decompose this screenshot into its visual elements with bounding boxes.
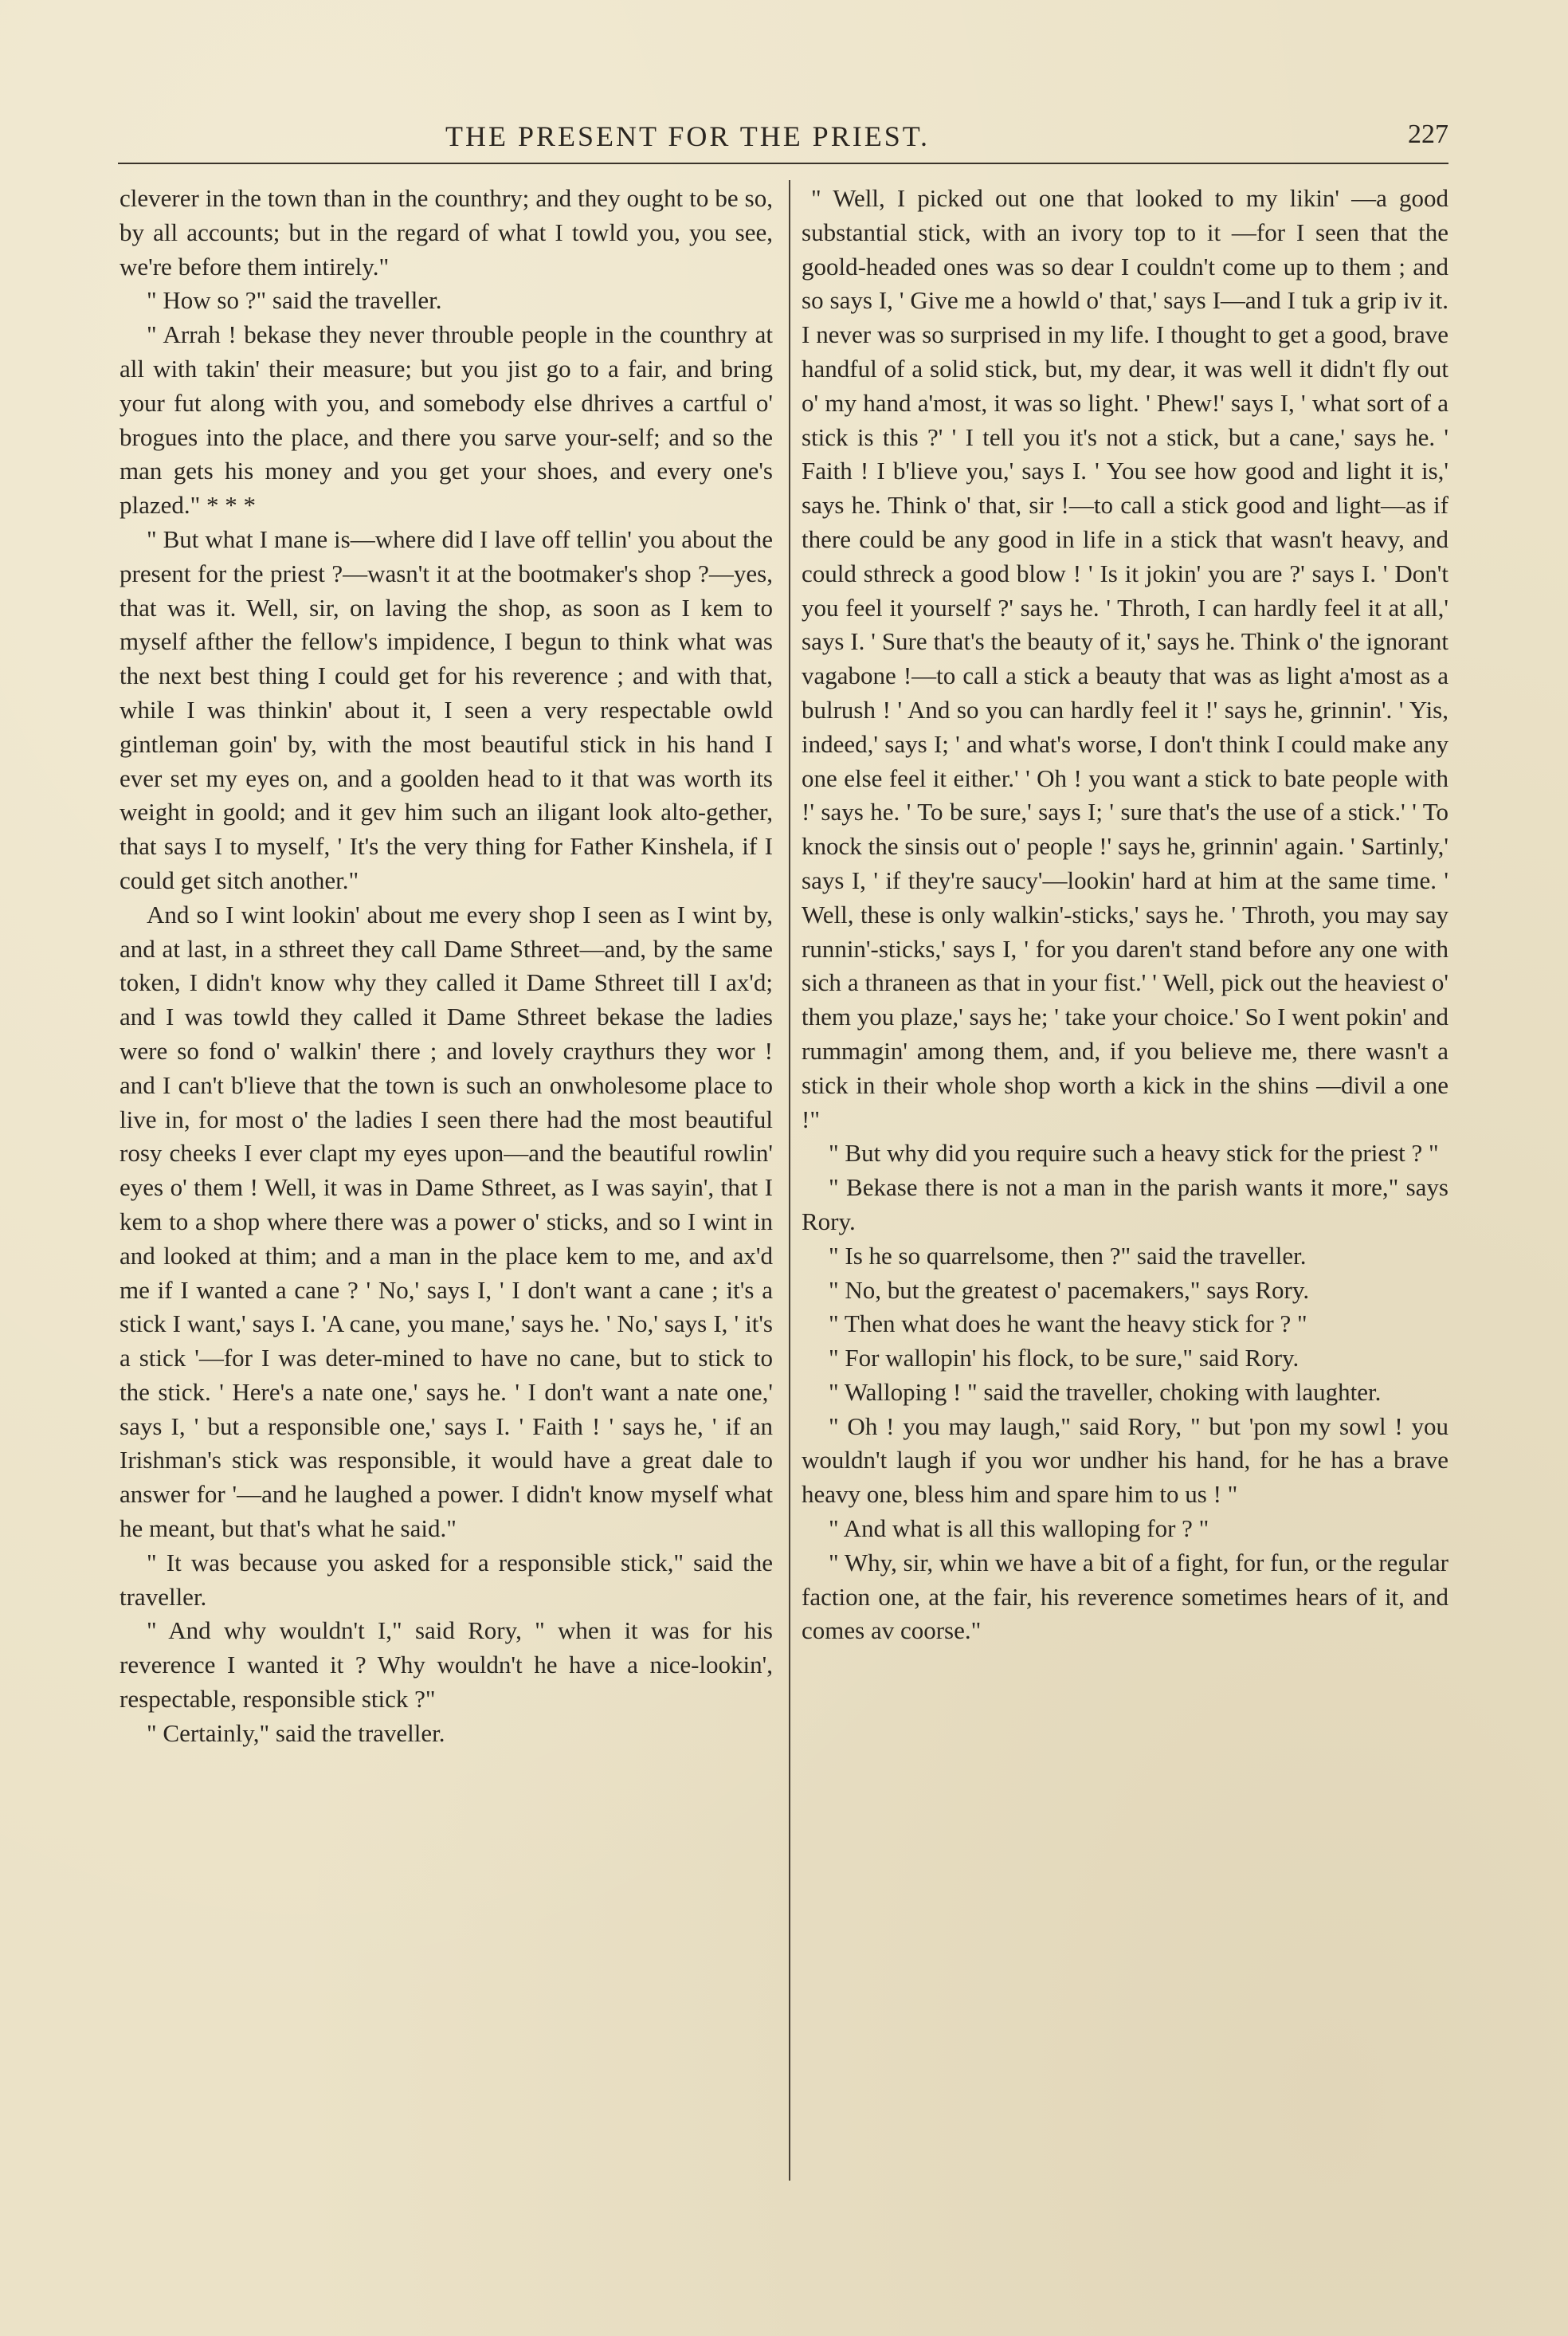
paragraph: " Then what does he want the heavy stick for ? ": [829, 1309, 1307, 1338]
page-number: 227: [1408, 120, 1448, 149]
running-head: [118, 120, 1448, 159]
right-column: [802, 182, 1448, 1648]
paragraph: " Well, I picked out one that looked to my likin' —a good substantial stick, with an ivory top to it —for I seen that the goold-headed ones was so dear I couldn't come up to them ; and so says I, ' Give me a howld o' that,' says I—and I tuk a grip iv it. I never was so surprised in my life. I thought to get a good, brave handful of a solid stick, but, my dear, it was well it didn't fly out o' my hand a'most, it was so light. ' Phew!' says I, ' what sort of a stick is this ?' ' I tell you it's not a stick, but a cane,' says he. ' Faith ! I b'lieve you,' says I. ' You see how good and light it is,' says he. Think o' that, sir !—to call a stick good and light—as if there could be any good in life in a stick that wasn't heavy, and could sthreck a good blow ! ' Is it jokin' you are ?' says I. ' Don't you feel it yourself ?' says he. ' Throth, I can hardly feel it at all,' says I. ' Sure that's the beauty of it,' says he. Think o' the ignorant vagabone !—to call a stick a beauty that was as light a'most as a bulrush ! ' And so you can hardly feel it !' says he, grinnin'. ' Yis, indeed,' says I; ' and what's worse, I don't think I could make any one else feel it either.' ' Oh ! you want a stick to bate people with !' says he. ' To be sure,' says I; ' sure that's the use of a stick.' ' To knock the sinsis out o' people !' says he, grinnin' again. ' Sartinly,' says I, ' if they're saucy'—lookin' hard at him at the same time. ' Well, these is only walkin'-sticks,' says he. ' Throth, you may say runnin'-sticks,' says I, ' for you daren't stand before any one with sich a thraneen as that in your fist.' ' Well, pick out the heaviest o' them you plaze,' says he; ' take your choice.' So I went pokin' and rummagin' among them, and, if you believe me, there wasn't a stick in their whole shop worth a kick in the shins —divil a one !": [802, 184, 1448, 1133]
paragraph: " For wallopin' his flock, to be sure," said Rory.: [829, 1344, 1299, 1372]
paragraph: " Walloping ! " said the traveller, choking with laughter.: [829, 1377, 1382, 1406]
paragraph: " But what I mane is—where did I lave off tellin' you about the present for the priest ?—wasn't it at the bootmaker's shop ?—yes, that was it. Well, sir, on laving the shop, as soon as I kem to myself afther the fellow's impidence, I begun to think what was the next best thing I could get for his reverence ; and with that, while I was thinkin' about it, I seen a very respectable owld gintleman goin' by, with the most beautiful stick in his hand I ever set my eyes on, and a goolden head to it that was worth its weight in goold; and it gev him such an iligant look alto-gether, that says I to myself, ' It's the very thing for Father Kinshela, if I could get sitch another.": [120, 524, 773, 894]
paragraph: " And why wouldn't I," said Rory, " when it was for his reverence I wanted it ? Why wouldn't he have a nice-lookin', respectable, responsible stick ?": [120, 1616, 773, 1714]
paragraph: " Arrah ! bekase they never throuble people in the counthry at all with takin' their measure; but you jist go to a fair, and bring your fut along with you, and somebody else dhrives a cartful o' brogues into the place, and there you sarve your-self; and so the man gets his money and you get your shoes, and every one's plazed." * * *: [120, 320, 773, 520]
paragraph: " And what is all this walloping for ? ": [829, 1514, 1209, 1543]
paragraph: cleverer in the town than in the counthry; and they ought to be so, by all accounts; but in the regard of what I towld you, you see, we're before them intirely.": [120, 184, 773, 281]
header-rule: [118, 163, 1448, 164]
left-column: [120, 182, 773, 1751]
paragraph: " Oh ! you may laugh," said Rory, " but 'pon my sowl ! you wouldn't laugh if you wor undher his hand, for he has a brave heavy one, bless him and spare him to us ! ": [802, 1411, 1448, 1509]
paragraph: " But why did you require such a heavy stick for the priest ? ": [829, 1139, 1439, 1168]
paragraph: " Why, sir, whin we have a bit of a fight, for fun, or the regular faction one, at the fair, his reverence sometimes hears of it, and comes av coorse.": [802, 1548, 1448, 1645]
paragraph: " Bekase there is not a man in the parish wants it more," says Rory.: [802, 1173, 1448, 1235]
paragraph: " Is he so quarrelsome, then ?" said the traveller.: [829, 1241, 1307, 1270]
running-title: THE PRESENT FOR THE PRIEST.: [445, 120, 931, 152]
paragraph: " Certainly," said the traveller.: [147, 1718, 445, 1747]
column-divider: [789, 180, 790, 2181]
paragraph: " It was because you asked for a responsible stick," said the traveller.: [120, 1548, 773, 1611]
paragraph: " No, but the greatest o' pacemakers," says Rory.: [829, 1275, 1310, 1304]
paragraph: And so I wint lookin' about me every shop I seen as I wint by, and at last, in a sthreet they call Dame Sthreet—and, by the same token, I didn't know why they called it Dame Sthreet till I ax'd; and I was towld they called it Dame Sthreet bekase the ladies were so fond o' walkin' there ; and lovely craythurs they wor ! and I can't b'lieve that the town is such an onwholesome place to live in, for most o' the ladies I seen there had the most beautiful rosy cheeks I ever clapt my eyes upon—and the beautiful rowlin' eyes o' them ! Well, it was in Dame Sthreet, as I was sayin', that I kem to a shop where there was a power o' sticks, and so I wint in and looked at thim; and a man in the place kem to me, and ax'd me if I wanted a cane ? ' No,' says I, ' I don't want a cane ; it's a stick I want,' says I. 'A cane, you mane,' says he. ' No,' says I, ' it's a stick '—for I was deter-mined to have no cane, but to stick to the stick. ' Here's a nate one,' says he. ' I don't want a nate one,' says I, ' but a responsible one,' says I. ' Faith ! ' says he, ' if an Irishman's stick was responsible, it would have a great dale to answer for '—and he laughed a power. I didn't know myself what he meant, but that's what he said.": [120, 900, 773, 1543]
paragraph: " How so ?" said the traveller.: [147, 286, 442, 315]
